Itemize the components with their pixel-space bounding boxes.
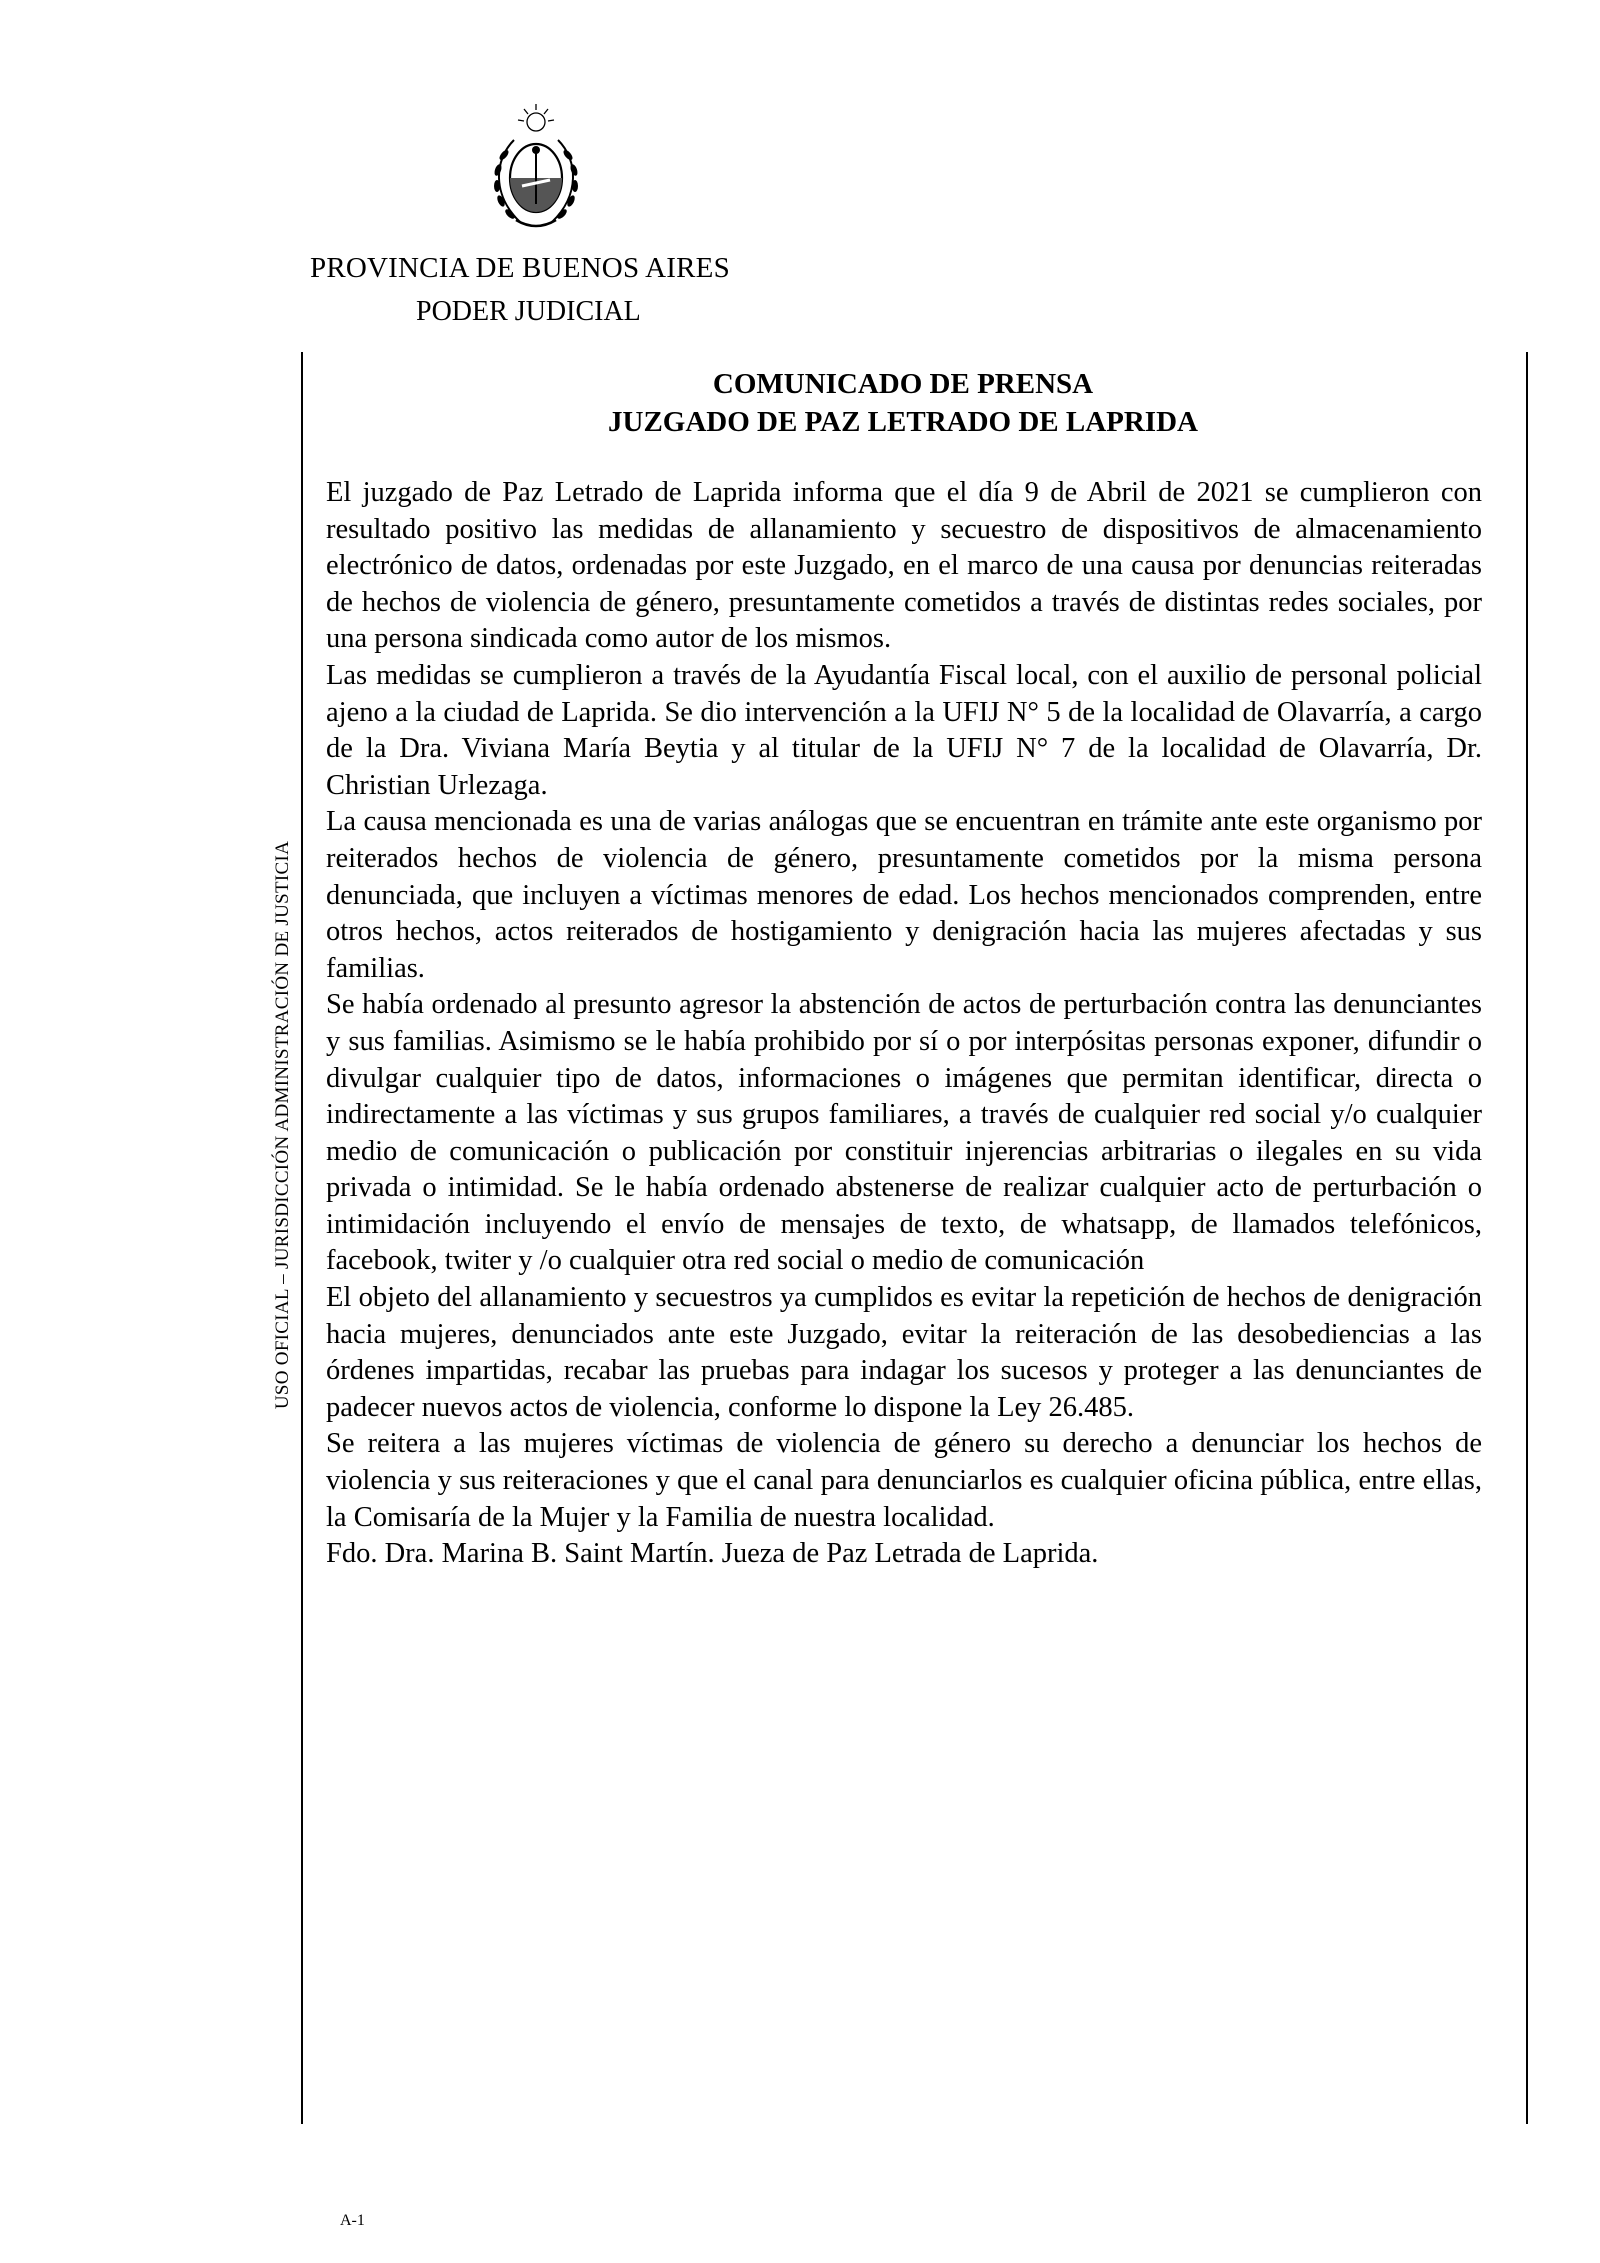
- paragraph: La causa mencionada es una de varias análogas que se encuentran en trámite ante este organismo por reiterados hechos de violencia de género, presuntamente cometidos por la misma persona denunciada, que incluyen a víctimas menores de edad. Los hechos mencionados comprenden, entre otros hechos, actos reiterados de hostigamiento y denigración hacia las mujeres afectadas y sus familias.: [326, 806, 1482, 984]
- left-margin-rule: [301, 352, 303, 2124]
- form-code: A-1: [340, 2212, 365, 2229]
- paragraph: El juzgado de Paz Letrado de Laprida informa que el día 9 de Abril de 2021 se cumplieron con resultado positivo las medidas de allanamiento y secuestro de dispositivos de almacenamiento electrónico de datos, ordenadas por este Juzgado, en el marco de una causa por denuncias reiteradas de hechos de violencia de género, presuntamente cometidos a través de distintas redes sociales, por una persona sindicada como autor de los mismos.: [326, 477, 1482, 655]
- signature-line: Fdo. Dra. Marina B. Saint Martín. Jueza de Paz Letrada de Laprida.: [326, 1538, 1099, 1570]
- header-province: PROVINCIA DE BUENOS AIRES: [310, 252, 730, 284]
- official-use-label: USO OFICIAL – JURISDICCIÓN ADMINISTRACIÓN DE JUSTICIA: [272, 840, 293, 1410]
- court-name-title: JUZGADO DE PAZ LETRADO DE LAPRIDA: [608, 406, 1198, 438]
- paragraph: Se había ordenado al presunto agresor la abstención de actos de perturbación contra las denunciantes y sus familias. Asimismo se le había prohibido por sí o por interpósitas personas exponer, difundir o divulgar cualquier tipo de datos, informaciones o imágenes que permitan identificar, directa o indirectamente a las víctimas y sus grupos familiares, a través de cualquier red social y/o cualquier medio de comunicación o publicación por constituir injerencias arbitrarias o ilegales en su vida privada o intimidad. Se le había ordenado abstenerse de realizar cualquier acto de perturbación o intimidación incluyendo el envío de mensajes de texto, de whatsapp, de llamados telefónicos, facebook, twiter y /o cualquier otra red social o medio de comunicación: [326, 989, 1482, 1277]
- right-margin-rule: [1526, 352, 1528, 2124]
- coat-of-arms-seal: [476, 100, 596, 240]
- press-release-title: COMUNICADO DE PRENSA: [712, 368, 1094, 400]
- paragraph: Las medidas se cumplieron a través de la Ayudantía Fiscal local, con el auxilio de personal policial ajeno a la ciudad de Laprida. Se dio intervención a la UFIJ N° 5 de la localidad de Olavarría, a cargo de la Dra. Viviana María Beytia y al titular de la UFIJ N° 7 de la localidad de Olavarría, Dr. Christian Urlezaga.: [326, 659, 1482, 801]
- document-body: [326, 475, 1482, 1573]
- paragraph: El objeto del allanamiento y secuestros ya cumplidos es evitar la repetición de hechos de denigración hacia mujeres, denunciados ante este Juzgado, evitar la reiteración de las desobediencias a las órdenes impartidas, recabar las pruebas para indagar los sucesos y proteger a las denunciantes de padecer nuevos actos de violencia, conforme lo dispone la Ley 26.485.: [326, 1282, 1482, 1423]
- header-branch: PODER JUDICIAL: [416, 296, 641, 327]
- paragraph: Se reitera a las mujeres víctimas de violencia de género su derecho a denunciar los hechos de violencia y sus reiteraciones y que el canal para denunciarlos es cualquier oficina pública, entre ellas, la Comisaría de la Mujer y la Familia de nuestra localidad.: [326, 1428, 1482, 1533]
